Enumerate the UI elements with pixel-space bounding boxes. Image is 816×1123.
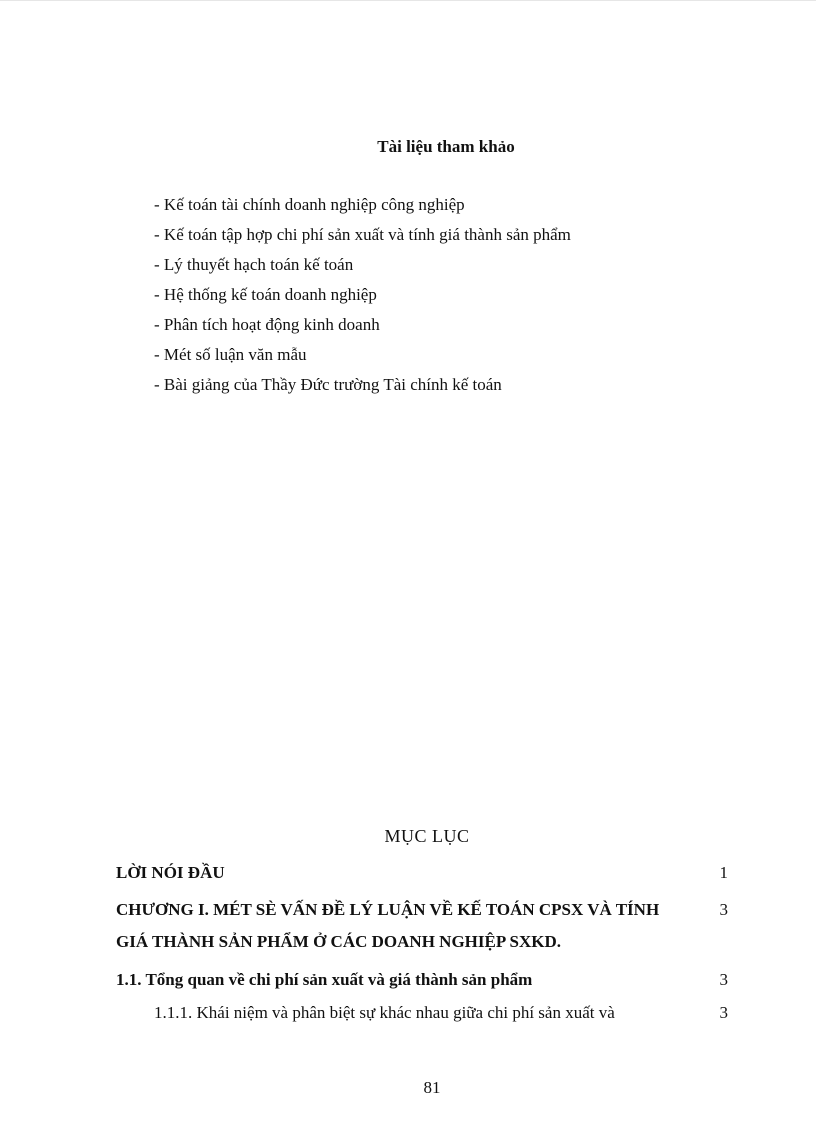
toc-entry-section-1-1-1 <box>116 997 728 1029</box>
toc-entry-text: CHƯƠNG I. MÉT SÈ VẤN ĐỀ LÝ LUẬN VỀ KẾ TOÁN CPSX VÀ TÍNH GIÁ THÀNH SẢN PHẨM Ở CÁC DOANH NGHIỆP SXKD. <box>116 900 660 951</box>
toc-title: MỤC LỤC <box>384 826 470 846</box>
toc-entry-section-1-1 <box>116 964 728 996</box>
toc-entry-page: 3 <box>719 1003 728 1022</box>
reference-item: - Bài giảng của Thầy Đức trường Tài chính kế toán <box>154 375 502 394</box>
toc-entry-page: 1 <box>719 863 728 882</box>
page-top-border <box>0 0 816 1</box>
toc-entry-chapter-1 <box>116 894 728 958</box>
toc-entry-preface <box>116 857 728 889</box>
references-title: Tài liệu tham khảo <box>377 137 515 156</box>
reference-item: - Phân tích hoạt động kinh doanh <box>154 315 380 334</box>
reference-item: - Kế toán tài chính doanh nghiệp công nghiệp <box>154 195 465 214</box>
page-number: 81 <box>423 1078 441 1097</box>
toc-entry-text: LỜI NÓI ĐẦU <box>116 863 225 882</box>
toc-entry-page: 3 <box>719 970 728 989</box>
toc-entry-text: 1.1.1. Khái niệm và phân biệt sự khác nhau giữa chi phí sản xuất và <box>154 1003 615 1022</box>
reference-item: - Hệ thống kế toán doanh nghiệp <box>154 285 377 304</box>
reference-item: - Kế toán tập hợp chi phí sản xuất và tính giá thành sản phẩm <box>154 225 571 244</box>
references-list <box>154 190 571 400</box>
toc-entry-text: 1.1. Tổng quan về chi phí sản xuất và giá thành sản phẩm <box>116 970 533 989</box>
toc-entry-page: 3 <box>719 900 728 919</box>
reference-item: - Lý thuyết hạch toán kế toán <box>154 255 354 274</box>
reference-item: - Mét số luận văn mẫu <box>154 345 307 364</box>
